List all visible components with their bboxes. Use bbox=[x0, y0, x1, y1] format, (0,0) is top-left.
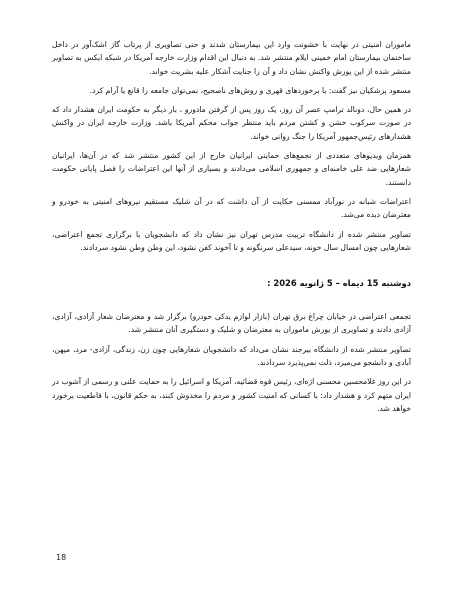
paragraph-judiciary-warning: در این روز غلامحسین محسنی اژه‌ای، رئیس قوه قضائیه، آمریکا و اسرائیل را به حمایت علنی و رسمی از آشوب در ایران متهم کرد و هشدار داد: با کسانی که امنیت کشور و مردم را مخدوش کنند، به حکم قانون، با قاطعیت برخورد خواهد شد. bbox=[52, 377, 411, 413]
paragraph-nurabad-protests: اعتراضات شبانه در نورآباد ممسنی حکایت از آن داشت که در آن شلیک مستقیم نیروهای امنیتی به خودرو و معترضان دیده می‌شد. bbox=[52, 196, 411, 220]
paragraph-cheragh-bargh-protest: تجمعی اعتراضی در خیابان چراغ برق تهران (بازار لوازم یدکی خودرو) برگزار شد و معترضان شعار آزادی، آزادی، آزادی دادند و تصاویری از یورش ماموران به معترضان و شلیک و دستگیری آنان منتشر شد. bbox=[52, 312, 411, 335]
paragraph-trump-warning: در همین حال، دونالد ترامپ عصر آن روز، یک روز پس از گرفتن مادورو ، بار دیگر به حکومت ایران هشدار داد که در صورت سرکوب خشن و کشتن مردم باید منتظر جواب محکم آمریکا باشد. وزارت خارجه ایران در واکنش هشدارهای رئیس‌جمهور آمریکا را جنگ روانی خواند. bbox=[52, 105, 411, 141]
paragraph-pezeshkian-quote: مسعود پزشکیان نیز گفت: با برخوردهای قهری و روش‌های ناصحیح، نمی‌توان جامعه را قانع یا آرام کرد. bbox=[89, 85, 411, 95]
paragraph-hospital-raid: ماموران امنیتی در نهایت با خشونت وارد این بیمارستان شدند و حتی تصاویری از پرتاب گاز اشک‌آور در داخل ساختمان بیمارستان امام خمینی ایلام منتشر شد. به دنبال این اقدام وزارت خارجه آمریکا در شبکه ایکس به تصاویر منتشر شده از این یورش واکنش نشان داد و آن را جنایت آشکار علیه بشریت خواند. bbox=[52, 40, 411, 76]
date-heading: دوشنبه 15 دیماه – 5 ژانویه 2026 : bbox=[267, 278, 411, 289]
paragraph-birjand-university: تصاویر منتشر شده از دانشگاه بیرجند نشان می‌داد که دانشجویان شعارهایی چون زن، زندگی، آزادی- مرد، میهن، آبادی و دانشجو می‌میرد، ذلت نمی‌پذیرد سردادند. bbox=[52, 344, 411, 368]
paragraph-diaspora-gatherings: همزمان ویدیوهای متعددی از تجمع‌های حمایتی ایرانیان خارج از این کشور منتشر شد که در آن‌ها، ایرانیان شعارهایی ضد علی خامنه‌ای و جمهوری اسلامی می‌دادند و بسیاری از آنها این اعتراضات را فصل پایانی حکومت دانستند. bbox=[52, 151, 411, 187]
page-content bbox=[52, 38, 411, 421]
paragraph-modares-university: تصاویر منتشر شده از دانشگاه تربیت مدرس تهران نیز نشان داد که دانشجویان با برگزاری تجمع اعتراضی، شعارهایی چون امسال سال خونه، سیدعلی سرنگونه و تا آخوند کفن نشود، این وطن وطن نشود سردادند. bbox=[52, 229, 411, 252]
page-number: 18 bbox=[56, 553, 67, 562]
